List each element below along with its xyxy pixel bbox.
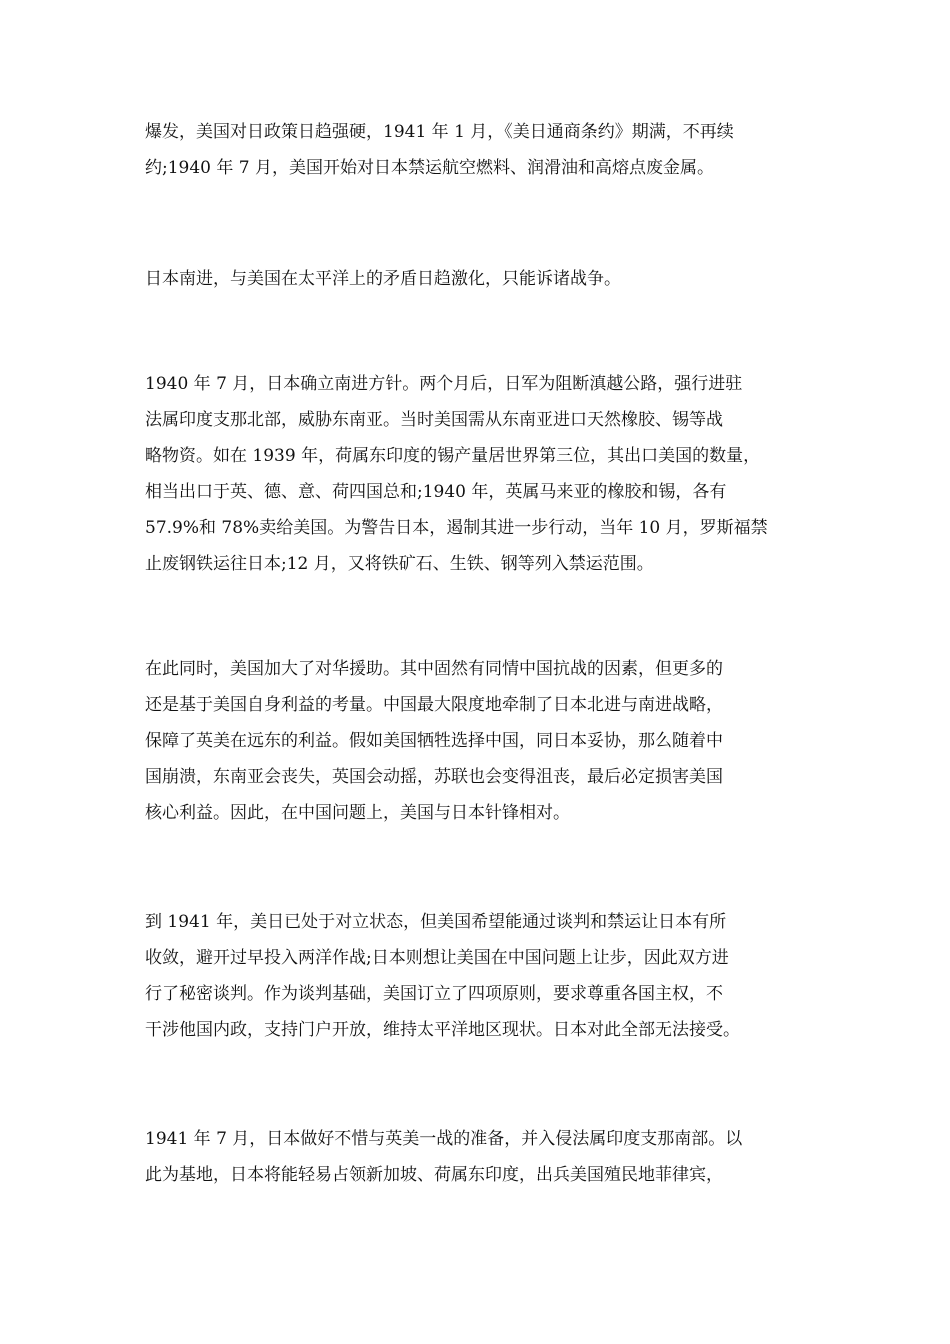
text-line: 法属印度支那北部，威胁东南亚。当时美国需从东南亚进口天然橡胶、锡等战 (145, 410, 723, 430)
paragraph-2 (145, 261, 815, 297)
text-line: 收敛，避开过早投入两洋作战;日本则想让美国在中国问题上让步，因此双方进 (145, 948, 729, 968)
text-line: 保障了英美在远东的利益。假如美国牺牲选择中国，同日本妥协，那么随着中 (145, 731, 723, 751)
text-line: 1941 年 7 月，日本做好不惜与英美一战的准备，并入侵法属印度支那南部。以 (145, 1129, 743, 1149)
text-line: 相当出口于英、德、意、荷四国总和;1940 年，英属马来亚的橡胶和锡，各有 (145, 482, 727, 502)
text-line: 57.9%和 78%卖给美国。为警告日本，遏制其进一步行动，当年 10 月，罗斯福禁 (145, 518, 768, 538)
text-line: 行了秘密谈判。作为谈判基础，美国订立了四项原则，要求尊重各国主权，不 (145, 984, 723, 1004)
paragraph-3 (145, 366, 815, 582)
text-line: 此为基地，日本将能轻易占领新加坡、荷属东印度，出兵美国殖民地菲律宾， (145, 1165, 723, 1185)
text-line: 1940 年 7 月，日本确立南进方针。两个月后，日军为阻断滇越公路，强行进驻 (145, 374, 743, 394)
text-line: 到 1941 年，美日已处于对立状态，但美国希望能通过谈判和禁运让日本有所 (145, 912, 727, 932)
text-line: 还是基于美国自身利益的考量。中国最大限度地牵制了日本北进与南进战略， (145, 695, 723, 715)
paragraph-1 (145, 114, 815, 186)
text-line: 国崩溃，东南亚会丧失，英国会动摇，苏联也会变得沮丧，最后必定损害美国 (145, 767, 723, 787)
text-line: 爆发，美国对日政策日趋强硬，1941 年 1 月，《美日通商条约》期满，不再续 (145, 122, 734, 142)
paragraph-4 (145, 651, 815, 831)
text-line: 约;1940 年 7 月，美国开始对日本禁运航空燃料、润滑油和高熔点废金属。 (145, 158, 715, 178)
text-line: 日本南进，与美国在太平洋上的矛盾日趋激化，只能诉诸战争。 (145, 269, 621, 289)
paragraph-6 (145, 1121, 815, 1193)
paragraph-5 (145, 904, 815, 1048)
text-line: 干涉他国内政，支持门户开放，维持太平洋地区现状。日本对此全部无法接受。 (145, 1020, 740, 1040)
text-line: 在此同时，美国加大了对华援助。其中固然有同情中国抗战的因素，但更多的 (145, 659, 723, 679)
text-line: 止废钢铁运往日本;12 月，又将铁矿石、生铁、钢等列入禁运范围。 (145, 554, 654, 574)
text-line: 略物资。如在 1939 年，荷属东印度的锡产量居世界第三位，其出口美国的数量， (145, 446, 761, 466)
text-line: 核心利益。因此，在中国问题上，美国与日本针锋相对。 (145, 803, 570, 823)
